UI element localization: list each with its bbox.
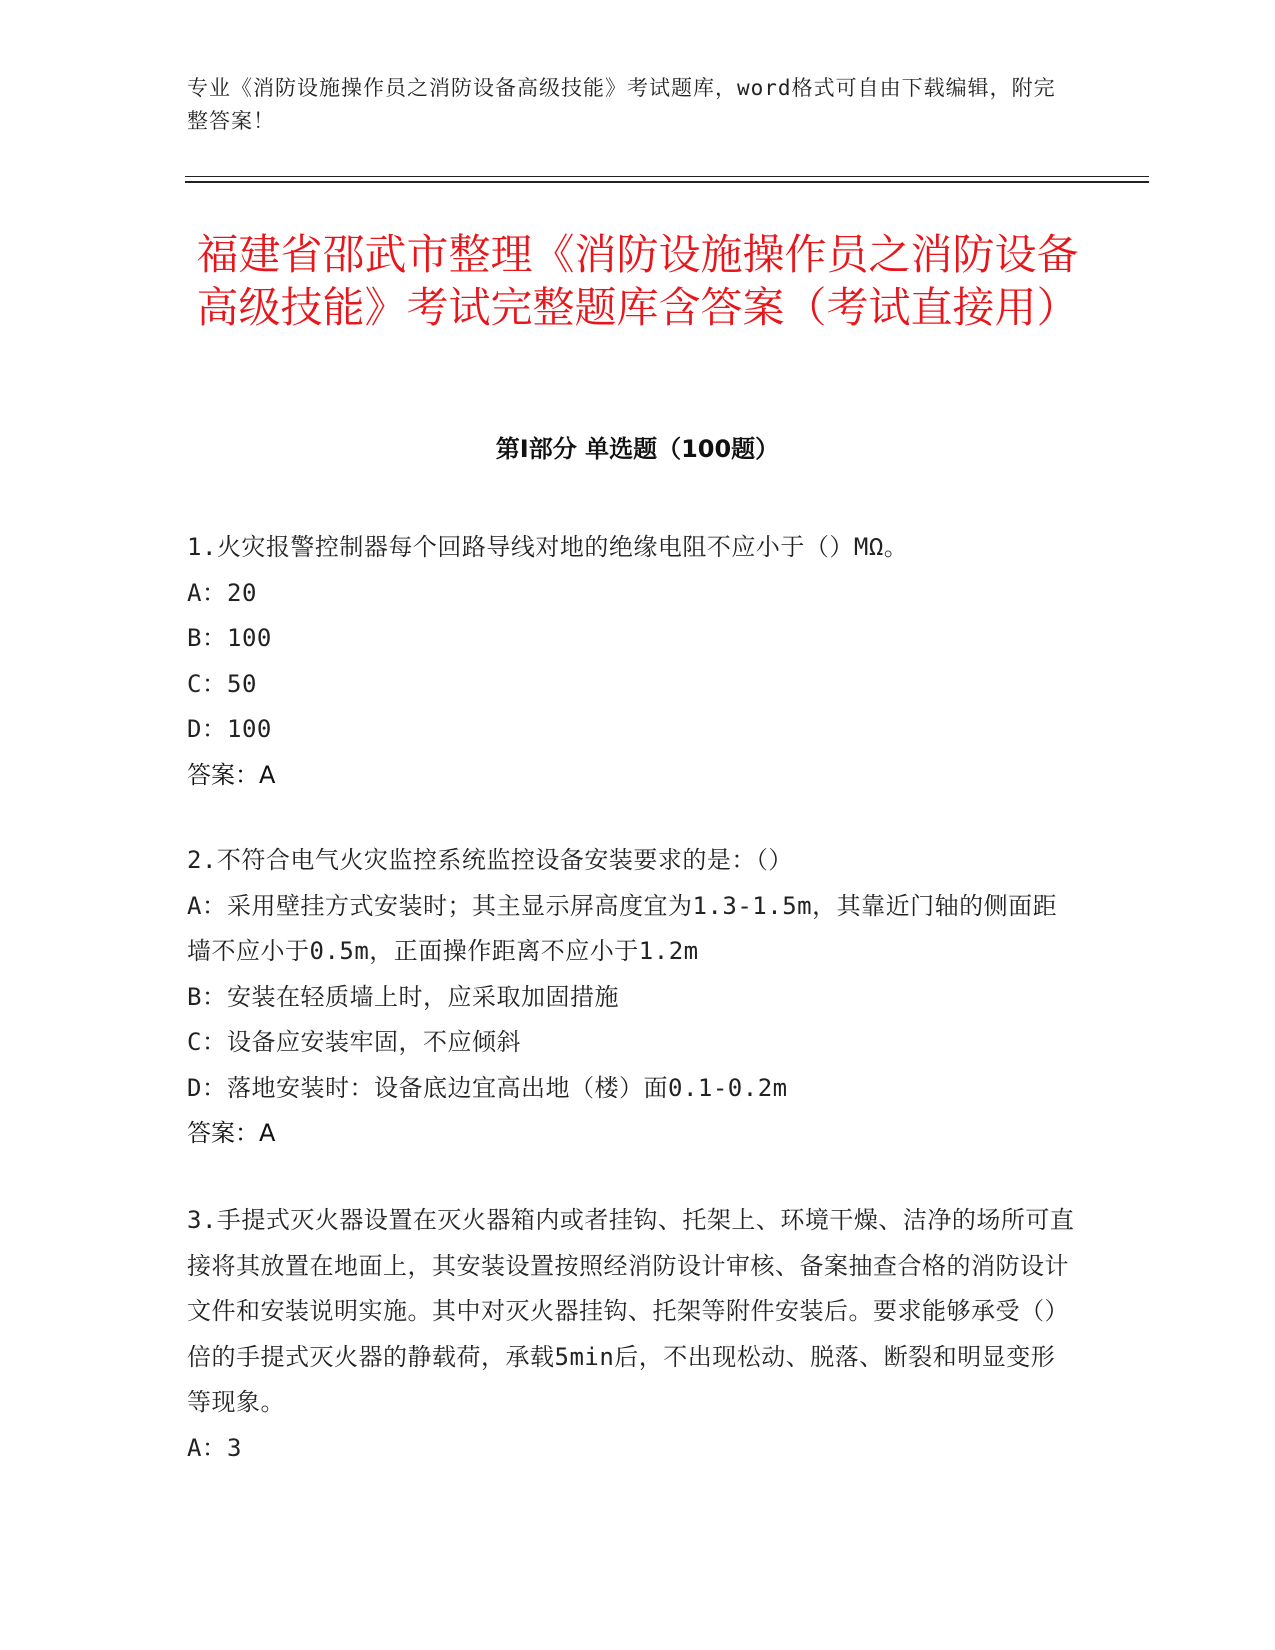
- header-divider-thick: [185, 181, 1149, 183]
- option-a: [187, 1426, 1077, 1472]
- option-text: 落地安装时：设备底边宜高出地（楼）面0.1-0.2m: [227, 1073, 788, 1102]
- option-a: [187, 884, 1077, 975]
- answer-line: 答案：A: [187, 760, 276, 789]
- option-d: [187, 1066, 1077, 1112]
- answer-line: 答案：A: [187, 1119, 276, 1147]
- question-text: 3.手提式灭火器设置在灭火器箱内或者挂钩、托架上、环境干燥、洁净的场所可直接将其放置在地面上，其安装设置按照经消防设计审核、备案抽查合格的消防设计文件和安装说明实施。其中对灭火器挂钩、托架等附件安装后。要求能够承受（）倍的手提式灭火器的静载荷，承载5min后，不出现松动、脱落、断裂和明显变形等现象。: [187, 1206, 1075, 1416]
- option-b: [187, 616, 1077, 662]
- option-text: 3: [227, 1433, 242, 1462]
- question-text: 1.火灾报警控制器每个回路导线对地的绝缘电阻不应小于（）MΩ。: [187, 533, 909, 561]
- option-label: C：: [187, 1028, 227, 1056]
- header-divider-thin: [185, 176, 1149, 177]
- option-text: 100: [227, 715, 272, 743]
- option-d: [187, 707, 1077, 753]
- option-label: B：: [187, 982, 227, 1011]
- option-text: 50: [227, 669, 257, 698]
- option-label: C：: [187, 669, 227, 698]
- option-label: A：: [187, 1433, 227, 1462]
- option-label: A：: [187, 891, 227, 920]
- question-3: [187, 1198, 1077, 1471]
- option-text: 20: [227, 578, 257, 607]
- option-a: [187, 571, 1077, 617]
- option-label: A：: [187, 578, 227, 607]
- option-label: D：: [187, 1073, 227, 1102]
- question-2: [187, 838, 1077, 1157]
- option-label: B：: [187, 624, 227, 652]
- header-note: 专业《消防设施操作员之消防设备高级技能》考试题库，word格式可自由下载编辑，附完整答案！: [187, 76, 1056, 133]
- question-text: 2.不符合电气火灾监控系统监控设备安装要求的是：（）: [187, 846, 793, 874]
- option-text: 设备应安装牢固，不应倾斜: [227, 1028, 521, 1056]
- option-c: [187, 662, 1077, 708]
- option-c: [187, 1020, 1077, 1066]
- option-text: 安装在轻质墙上时，应采取加固措施: [227, 982, 619, 1011]
- document-title: 福建省邵武市整理《消防设施操作员之消防设备高级技能》考试完整题库含答案（考试直接用）: [196, 230, 1079, 332]
- question-1: [187, 525, 1077, 798]
- option-label: D：: [187, 715, 227, 743]
- option-b: [187, 975, 1077, 1021]
- option-text: 100: [227, 624, 272, 652]
- section-heading: 第I部分 单选题（100题）: [495, 435, 780, 463]
- option-text: 采用壁挂方式安装时；其主显示屏高度宜为1.3-1.5m，其靠近门轴的侧面距墙不应小于0.5m，正面操作距离不应小于1.2m: [187, 891, 1058, 965]
